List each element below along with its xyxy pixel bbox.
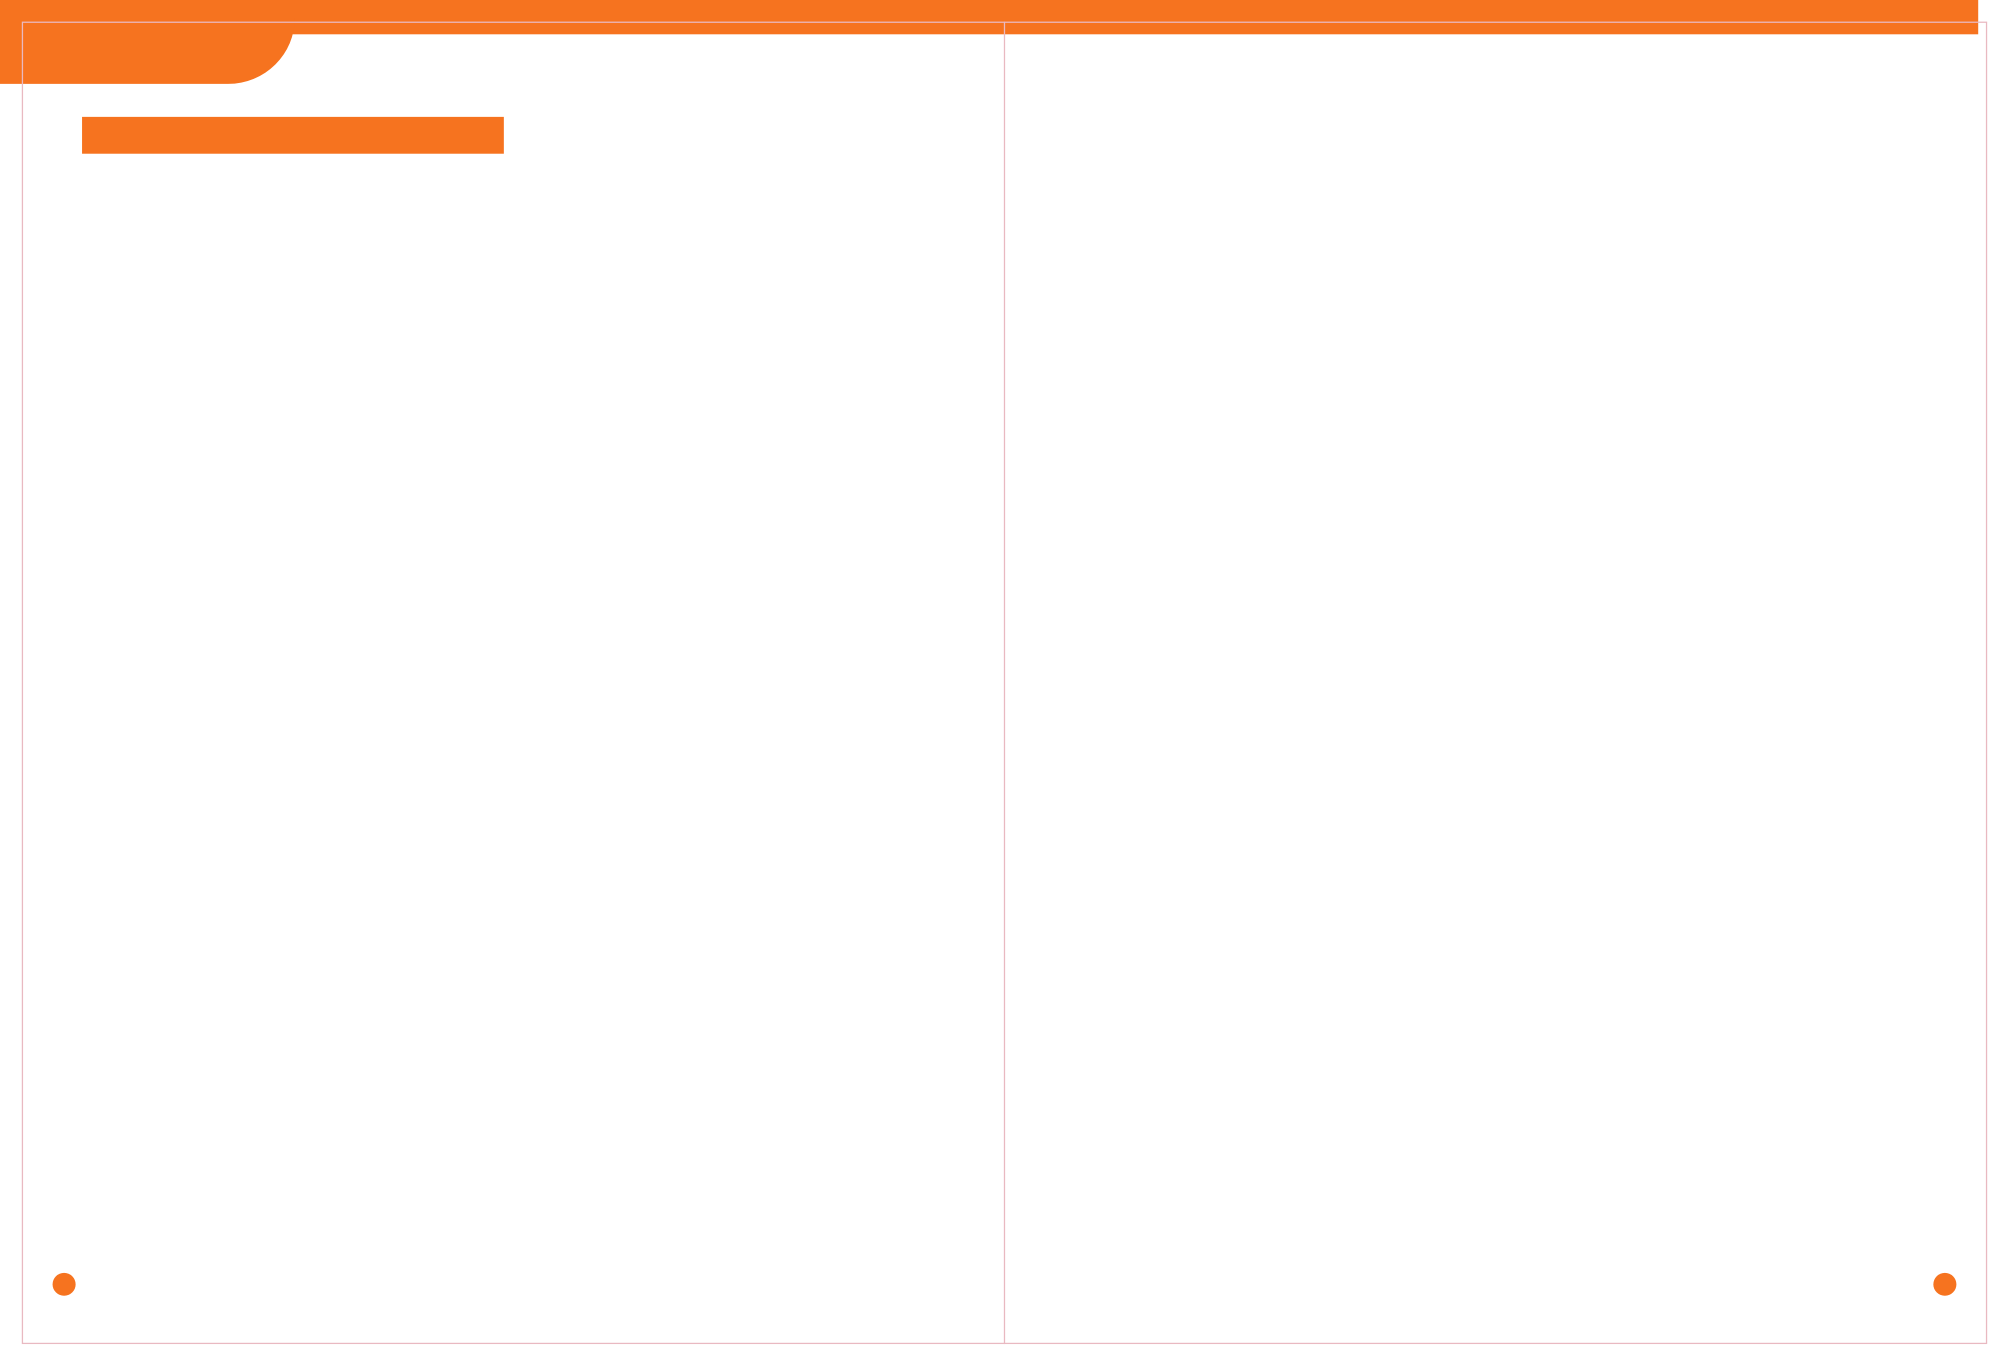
page-spine <box>1004 22 1005 1344</box>
page-number-left <box>53 1273 76 1296</box>
page-number-right <box>1933 1273 1956 1296</box>
product-header <box>82 117 504 154</box>
